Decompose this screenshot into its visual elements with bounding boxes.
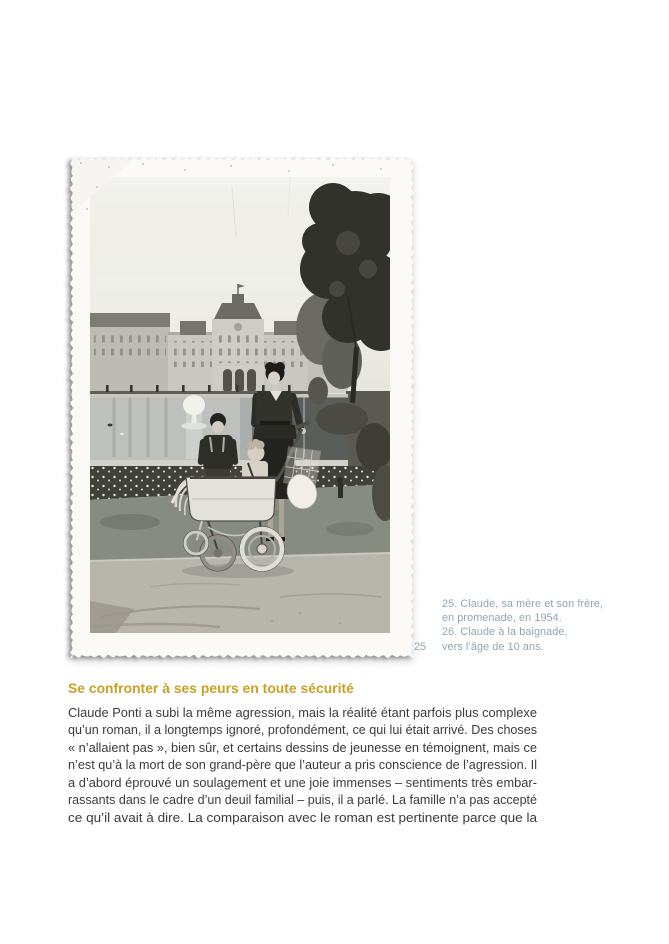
photo [70,157,414,658]
duck [108,424,113,427]
photo-print [70,157,414,658]
page-number: 25 [414,640,427,653]
caption-line: en promenade, en 1954. [442,612,562,625]
photo-illustration [90,177,390,633]
section-heading: Se confronter à ses peurs en toute sécurité [68,681,354,696]
body-line: rassants dans le cadre d’un deuil familial – puis, il a parlé. La famille n’a pas accepté [68,792,538,808]
body-line: Claude Ponti a subi la même agression, mais la réalité étant parfois plus complexe [68,705,537,720]
body-line: « n’allaient pas », bien sûr, et certains dessins de jeunesse en témoignent, mais ce [68,739,537,755]
body-line: a d’abord éprouvé un soulagement et une joie immenses – sentiments très embar- [68,774,537,790]
photo-speckles [80,162,82,164]
body-line: n’est qu’à la mort de son grand-père que l’auteur a pris conscience de l’agression. Il [68,757,538,773]
white-bird [120,433,124,435]
body-line: qu’un roman, il a longtemps ignoré, profondément, ce qui lui était arrivé. Des choses [68,722,537,738]
body-paragraph [68,704,537,826]
caption-line: 26. Claude à la baignade, [442,626,568,639]
caption-line: vers l’âge de 10 ans. [442,640,544,653]
photo-caption [442,597,652,654]
body-line: ce qu’il avait à dire. La comparaison avec le roman est pertinente parce que la [68,809,538,825]
caption-line: 25. Claude, sa mère et son frère, [442,598,604,610]
